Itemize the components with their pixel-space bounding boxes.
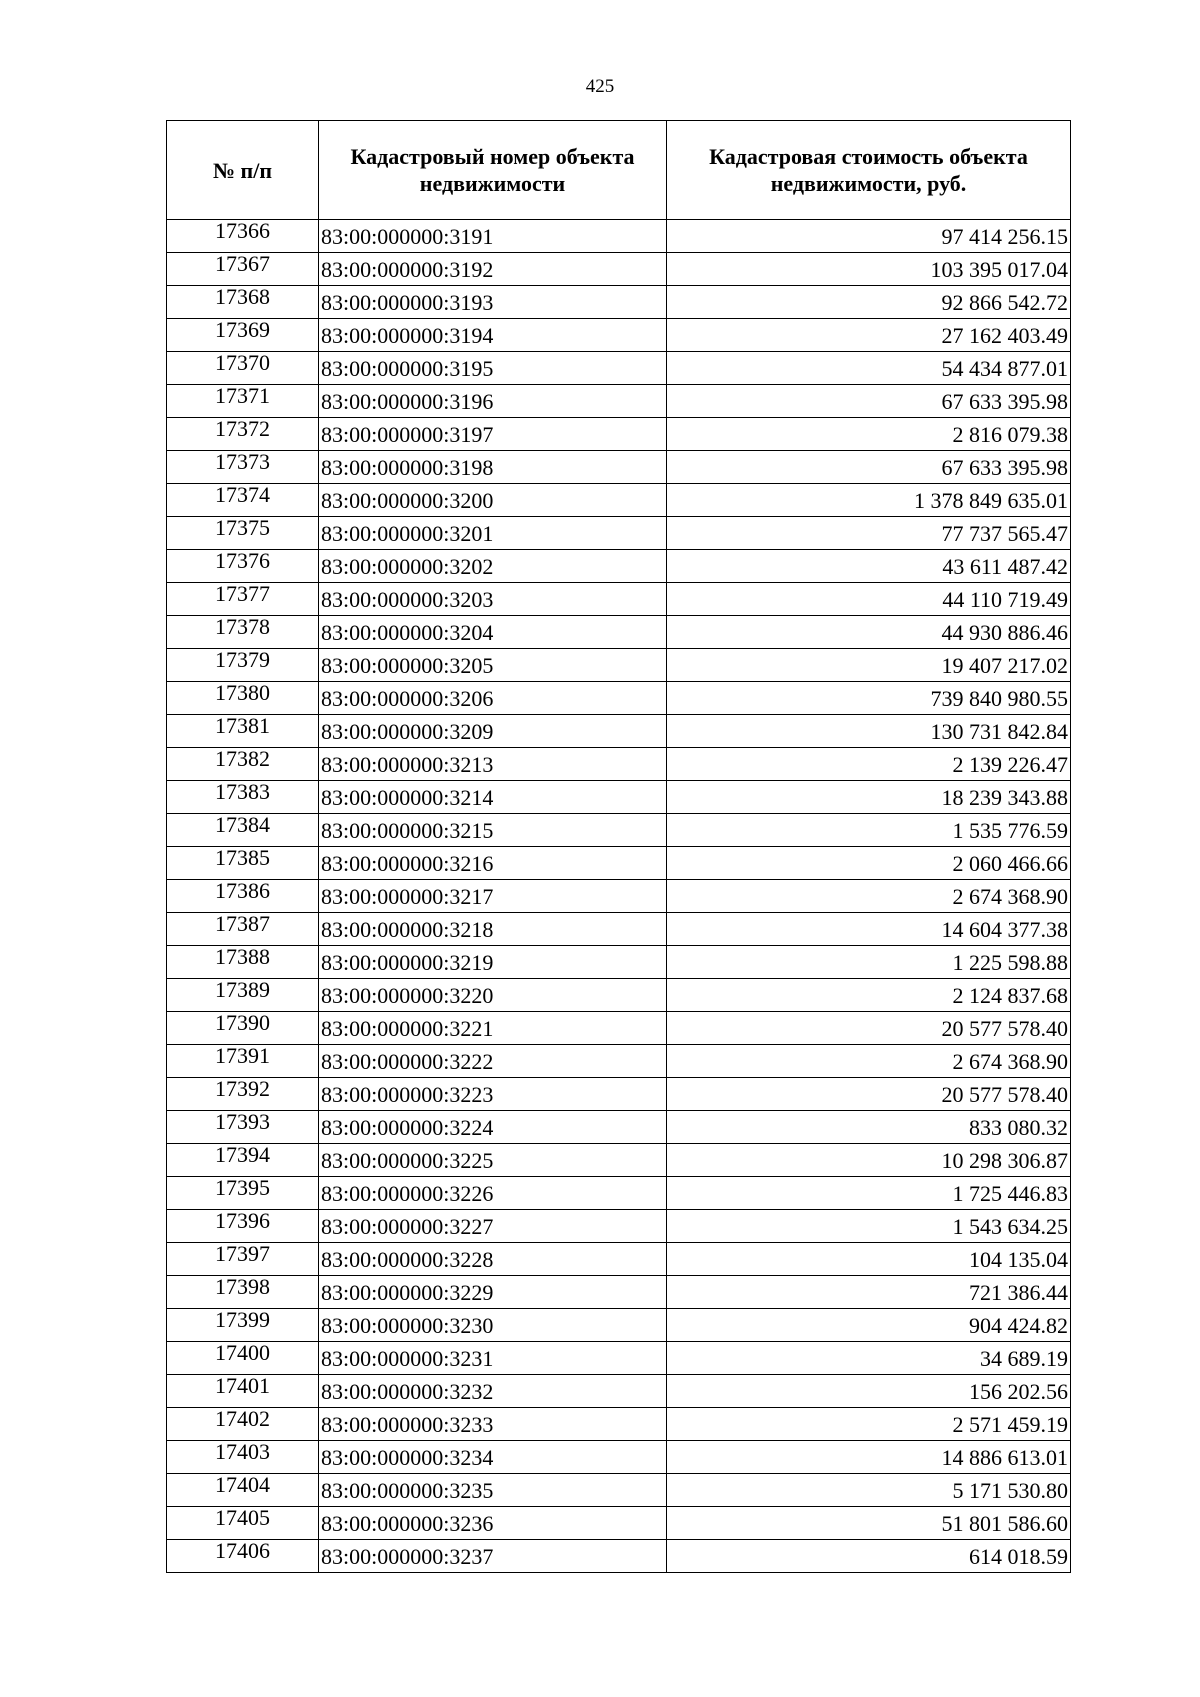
- row-number: 17388: [215, 944, 270, 969]
- row-number-cell: [167, 220, 319, 253]
- cadastral-number-cell: 83:00:000000:3220: [319, 979, 667, 1012]
- row-number-cell: [167, 286, 319, 319]
- cadastral-number-cell: 83:00:000000:3192: [319, 253, 667, 286]
- cadastral-number-cell: 83:00:000000:3224: [319, 1111, 667, 1144]
- table-row: [167, 253, 1071, 286]
- table-row: [167, 1309, 1071, 1342]
- row-number-cell: [167, 517, 319, 550]
- row-number-cell: [167, 1375, 319, 1408]
- cadastral-value-cell: 2 060 466.66: [667, 847, 1071, 880]
- row-number: 17393: [215, 1109, 270, 1134]
- row-number-cell: [167, 550, 319, 583]
- cadastral-number-cell: 83:00:000000:3218: [319, 913, 667, 946]
- cadastral-number-cell: 83:00:000000:3197: [319, 418, 667, 451]
- row-number-cell: [167, 814, 319, 847]
- cadastral-number-cell: 83:00:000000:3201: [319, 517, 667, 550]
- row-number-cell: [167, 1507, 319, 1540]
- row-number-cell: [167, 1408, 319, 1441]
- row-number-cell: [167, 385, 319, 418]
- row-number: 17395: [215, 1175, 270, 1200]
- cadastral-value-cell: 2 816 079.38: [667, 418, 1071, 451]
- cadastral-number-cell: 83:00:000000:3235: [319, 1474, 667, 1507]
- cadastral-number-cell: 83:00:000000:3226: [319, 1177, 667, 1210]
- cadastral-number-cell: 83:00:000000:3204: [319, 616, 667, 649]
- cadastral-number-cell: 83:00:000000:3233: [319, 1408, 667, 1441]
- cadastral-number-cell: 83:00:000000:3232: [319, 1375, 667, 1408]
- table-row: [167, 814, 1071, 847]
- row-number-cell: [167, 649, 319, 682]
- cadastral-number-cell: 83:00:000000:3221: [319, 1012, 667, 1045]
- cadastral-number-cell: 83:00:000000:3191: [319, 220, 667, 253]
- row-number: 17371: [215, 383, 270, 408]
- cadastral-number-cell: 83:00:000000:3194: [319, 319, 667, 352]
- cadastral-value-cell: 1 225 598.88: [667, 946, 1071, 979]
- row-number: 17406: [215, 1538, 270, 1563]
- row-number-cell: [167, 682, 319, 715]
- row-number: 17373: [215, 449, 270, 474]
- cadastral-value-cell: 1 535 776.59: [667, 814, 1071, 847]
- row-number-cell: [167, 1078, 319, 1111]
- table-row: [167, 616, 1071, 649]
- row-number-cell: [167, 1342, 319, 1375]
- table-row: [167, 748, 1071, 781]
- cadastral-number-cell: 83:00:000000:3209: [319, 715, 667, 748]
- cadastral-number-cell: 83:00:000000:3225: [319, 1144, 667, 1177]
- cadastral-value-cell: 54 434 877.01: [667, 352, 1071, 385]
- row-number: 17372: [215, 416, 270, 441]
- row-number: 17378: [215, 614, 270, 639]
- cadastral-value-cell: 44 110 719.49: [667, 583, 1071, 616]
- cadastral-number-cell: 83:00:000000:3203: [319, 583, 667, 616]
- cadastral-value-cell: 739 840 980.55: [667, 682, 1071, 715]
- cadastral-value-cell: 77 737 565.47: [667, 517, 1071, 550]
- row-number: 17389: [215, 977, 270, 1002]
- cadastral-value-cell: 67 633 395.98: [667, 385, 1071, 418]
- row-number: 17400: [215, 1340, 270, 1365]
- row-number-cell: [167, 1309, 319, 1342]
- cadastral-value-cell: 1 378 849 635.01: [667, 484, 1071, 517]
- table-row: [167, 517, 1071, 550]
- row-number: 17403: [215, 1439, 270, 1464]
- cadastral-number-cell: 83:00:000000:3219: [319, 946, 667, 979]
- row-number: 17376: [215, 548, 270, 573]
- table-row: [167, 715, 1071, 748]
- cadastral-number-cell: 83:00:000000:3230: [319, 1309, 667, 1342]
- cadastral-value-cell: 51 801 586.60: [667, 1507, 1071, 1540]
- cadastral-number-cell: 83:00:000000:3215: [319, 814, 667, 847]
- row-number: 17401: [215, 1373, 270, 1398]
- row-number: 17380: [215, 680, 270, 705]
- cadastral-value-cell: 43 611 487.42: [667, 550, 1071, 583]
- header-cadastral-number: Кадастровый номер объекта недвижимости: [319, 121, 667, 220]
- table-row: [167, 418, 1071, 451]
- table-row: [167, 1474, 1071, 1507]
- row-number-cell: [167, 616, 319, 649]
- cadastral-number-cell: 83:00:000000:3227: [319, 1210, 667, 1243]
- cadastral-number-cell: 83:00:000000:3217: [319, 880, 667, 913]
- cadastral-number-cell: 83:00:000000:3229: [319, 1276, 667, 1309]
- table-row: [167, 1210, 1071, 1243]
- cadastral-value-cell: 14 886 613.01: [667, 1441, 1071, 1474]
- row-number: 17368: [215, 284, 270, 309]
- row-number-cell: [167, 1474, 319, 1507]
- row-number-cell: [167, 451, 319, 484]
- table-row: [167, 1078, 1071, 1111]
- cadastral-value-cell: 14 604 377.38: [667, 913, 1071, 946]
- table-row: [167, 847, 1071, 880]
- row-number: 17374: [215, 482, 270, 507]
- row-number-cell: [167, 847, 319, 880]
- row-number-cell: [167, 352, 319, 385]
- row-number: 17381: [215, 713, 270, 738]
- row-number-cell: [167, 1210, 319, 1243]
- table-row: [167, 1144, 1071, 1177]
- row-number: 17387: [215, 911, 270, 936]
- table-row: [167, 682, 1071, 715]
- cadastral-number-cell: 83:00:000000:3223: [319, 1078, 667, 1111]
- row-number-cell: [167, 913, 319, 946]
- cadastral-number-cell: 83:00:000000:3222: [319, 1045, 667, 1078]
- cadastral-value-cell: 18 239 343.88: [667, 781, 1071, 814]
- page-number: 425: [585, 76, 615, 97]
- cadastral-value-cell: 103 395 017.04: [667, 253, 1071, 286]
- row-number: 17366: [215, 218, 270, 243]
- cadastral-number-cell: 83:00:000000:3234: [319, 1441, 667, 1474]
- table-row: [167, 880, 1071, 913]
- row-number-cell: [167, 880, 319, 913]
- row-number-cell: [167, 418, 319, 451]
- row-number: 17384: [215, 812, 270, 837]
- cadastral-value-cell: 1 725 446.83: [667, 1177, 1071, 1210]
- cadastral-number-cell: 83:00:000000:3236: [319, 1507, 667, 1540]
- table-row: [167, 550, 1071, 583]
- cadastral-value-cell: 2 674 368.90: [667, 880, 1071, 913]
- row-number-cell: [167, 715, 319, 748]
- row-number-cell: [167, 583, 319, 616]
- row-number: 17369: [215, 317, 270, 342]
- table-row: [167, 1375, 1071, 1408]
- header-num: № п/п: [167, 121, 319, 220]
- row-number: 17377: [215, 581, 270, 606]
- table-row: [167, 385, 1071, 418]
- row-number: 17367: [215, 251, 270, 276]
- row-number: 17402: [215, 1406, 270, 1431]
- row-number-cell: [167, 319, 319, 352]
- row-number-cell: [167, 946, 319, 979]
- cadastral-value-cell: 67 633 395.98: [667, 451, 1071, 484]
- row-number: 17397: [215, 1241, 270, 1266]
- table-row: [167, 781, 1071, 814]
- row-number: 17394: [215, 1142, 270, 1167]
- cadastral-value-cell: 104 135.04: [667, 1243, 1071, 1276]
- table-header: [167, 121, 1071, 220]
- row-number: 17391: [215, 1043, 270, 1068]
- cadastral-number-cell: 83:00:000000:3193: [319, 286, 667, 319]
- row-number: 17383: [215, 779, 270, 804]
- header-row: [167, 121, 1071, 220]
- row-number-cell: [167, 1276, 319, 1309]
- cadastral-number-cell: 83:00:000000:3216: [319, 847, 667, 880]
- table-row: [167, 1012, 1071, 1045]
- row-number-cell: [167, 484, 319, 517]
- header-cadastral-value: Кадастровая стоимость объекта недвижимости, руб.: [667, 121, 1071, 220]
- cadastral-number-cell: 83:00:000000:3231: [319, 1342, 667, 1375]
- row-number-cell: [167, 748, 319, 781]
- cadastral-number-cell: 83:00:000000:3228: [319, 1243, 667, 1276]
- cadastral-value-cell: 34 689.19: [667, 1342, 1071, 1375]
- row-number-cell: [167, 1441, 319, 1474]
- row-number-cell: [167, 253, 319, 286]
- cadastral-number-cell: 83:00:000000:3237: [319, 1540, 667, 1573]
- table-row: [167, 979, 1071, 1012]
- cadastral-value-cell: 27 162 403.49: [667, 319, 1071, 352]
- cadastral-value-cell: 44 930 886.46: [667, 616, 1071, 649]
- cadastral-value-cell: 97 414 256.15: [667, 220, 1071, 253]
- table-row: [167, 220, 1071, 253]
- cadastral-value-cell: 92 866 542.72: [667, 286, 1071, 319]
- row-number: 17392: [215, 1076, 270, 1101]
- cadastral-value-cell: 1 543 634.25: [667, 1210, 1071, 1243]
- cadastral-value-cell: 2 571 459.19: [667, 1408, 1071, 1441]
- table-row: [167, 1342, 1071, 1375]
- cadastral-number-cell: 83:00:000000:3206: [319, 682, 667, 715]
- cadastral-value-cell: 2 139 226.47: [667, 748, 1071, 781]
- cadastral-value-cell: 833 080.32: [667, 1111, 1071, 1144]
- cadastral-value-cell: 2 124 837.68: [667, 979, 1071, 1012]
- cadastral-value-cell: 156 202.56: [667, 1375, 1071, 1408]
- table-row: [167, 1045, 1071, 1078]
- table-row: [167, 451, 1071, 484]
- cadastral-value-cell: 20 577 578.40: [667, 1078, 1071, 1111]
- row-number-cell: [167, 1177, 319, 1210]
- cadastral-value-cell: 10 298 306.87: [667, 1144, 1071, 1177]
- row-number: 17385: [215, 845, 270, 870]
- row-number-cell: [167, 1144, 319, 1177]
- row-number-cell: [167, 1045, 319, 1078]
- row-number-cell: [167, 1540, 319, 1573]
- cadastral-number-cell: 83:00:000000:3196: [319, 385, 667, 418]
- table-row: [167, 1507, 1071, 1540]
- table-row: [167, 352, 1071, 385]
- table-row: [167, 1276, 1071, 1309]
- table-row: [167, 286, 1071, 319]
- cadastral-value-cell: 20 577 578.40: [667, 1012, 1071, 1045]
- cadastral-number-cell: 83:00:000000:3195: [319, 352, 667, 385]
- row-number: 17382: [215, 746, 270, 771]
- table-body: [167, 220, 1071, 1573]
- cadastral-number-cell: 83:00:000000:3213: [319, 748, 667, 781]
- table-row: [167, 1441, 1071, 1474]
- table-row: [167, 1243, 1071, 1276]
- table-row: [167, 1177, 1071, 1210]
- row-number: 17386: [215, 878, 270, 903]
- table-row: [167, 1111, 1071, 1144]
- row-number-cell: [167, 1012, 319, 1045]
- row-number: 17390: [215, 1010, 270, 1035]
- row-number: 17375: [215, 515, 270, 540]
- cadastral-number-cell: 83:00:000000:3214: [319, 781, 667, 814]
- cadastral-number-cell: 83:00:000000:3198: [319, 451, 667, 484]
- row-number: 17370: [215, 350, 270, 375]
- table-row: [167, 583, 1071, 616]
- row-number-cell: [167, 1243, 319, 1276]
- cadastral-value-cell: 19 407 217.02: [667, 649, 1071, 682]
- table-row: [167, 319, 1071, 352]
- row-number: 17396: [215, 1208, 270, 1233]
- row-number-cell: [167, 781, 319, 814]
- cadastral-number-cell: 83:00:000000:3205: [319, 649, 667, 682]
- table-row: [167, 1540, 1071, 1573]
- cadastral-value-cell: 904 424.82: [667, 1309, 1071, 1342]
- table-row: [167, 946, 1071, 979]
- table-row: [167, 913, 1071, 946]
- cadastral-value-cell: 5 171 530.80: [667, 1474, 1071, 1507]
- row-number: 17404: [215, 1472, 270, 1497]
- row-number: 17405: [215, 1505, 270, 1530]
- cadastral-value-cell: 614 018.59: [667, 1540, 1071, 1573]
- table-row: [167, 649, 1071, 682]
- cadastral-number-cell: 83:00:000000:3202: [319, 550, 667, 583]
- cadastral-value-cell: 2 674 368.90: [667, 1045, 1071, 1078]
- table-row: [167, 484, 1071, 517]
- row-number-cell: [167, 979, 319, 1012]
- cadastral-value-cell: 721 386.44: [667, 1276, 1071, 1309]
- row-number: 17379: [215, 647, 270, 672]
- cadastral-number-cell: 83:00:000000:3200: [319, 484, 667, 517]
- table-row: [167, 1408, 1071, 1441]
- row-number: 17399: [215, 1307, 270, 1332]
- cadastral-value-cell: 130 731 842.84: [667, 715, 1071, 748]
- row-number-cell: [167, 1111, 319, 1144]
- cadastral-value-table: [166, 120, 1071, 1573]
- row-number: 17398: [215, 1274, 270, 1299]
